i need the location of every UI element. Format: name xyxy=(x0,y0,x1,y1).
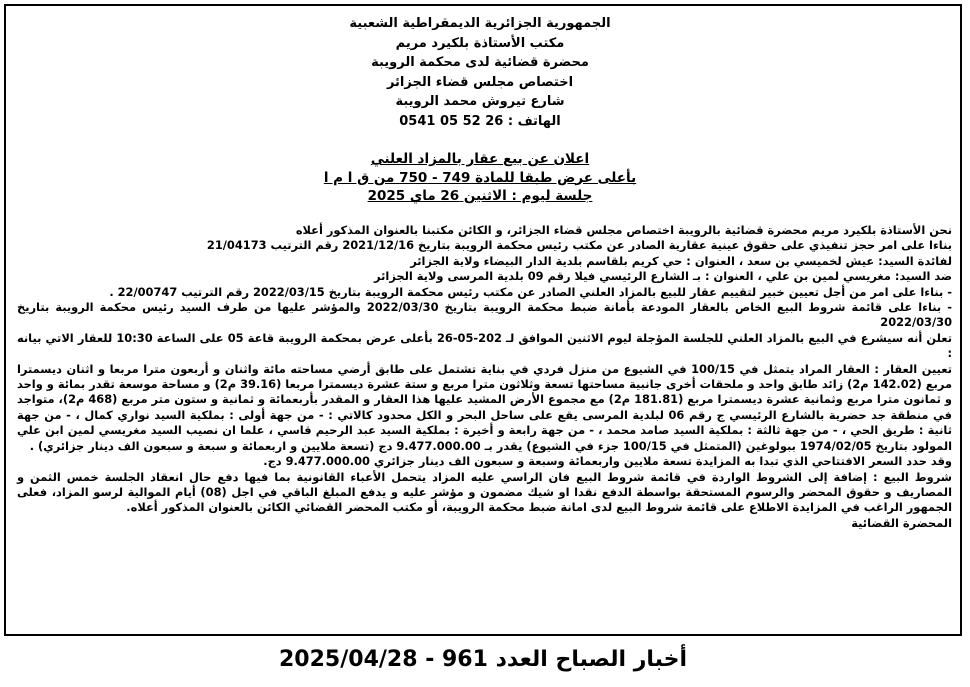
newspaper-footer: أخبار الصباح العدد 961 - 2025/04/28 xyxy=(279,646,687,672)
paragraph-debtor: ضد السيد: مغريسي لمين بن علي ، العنوان : بـ الشارع الرئيسي فيلا رقم 09 بلدية المرسى ولاية الجزائر xyxy=(374,269,952,284)
title-line-2: بأعلى عرض طبقا للمادة 749 - 750 من ق ا م ا xyxy=(323,169,637,186)
paragraph-auction-date: تعلن أنه سيشرع في البيع بالمزاد العلني للجلسة المؤجلة ليوم الاثنين الموافق لـ 202-05-26 بأعلى عرض بمحكمة الرويبة قاعة 05 على الساعة 10:30 للعقار الاتي بيانه : xyxy=(17,330,952,361)
header-line-5: شارع تيروش محمد الرويبة xyxy=(395,94,565,109)
signature: المحضرة القضائية xyxy=(851,515,952,530)
header-line-4: اختصاص مجلس قضاء الجزائر xyxy=(386,74,574,90)
paragraph-beneficiary: لفائدة السيد: عيش لخميسي بن سعد ، العنوان : حي كريم بلقاسم بلدية الدار البيضاء ولاية الجزائر xyxy=(410,253,952,268)
office-header xyxy=(200,14,760,131)
title-line-1: اعلان عن بيع عقار بالمزاد العلني xyxy=(370,151,590,167)
paragraph-opening-price: وقد حدد السعر الافتتاحي الذي تبدا به المزايدة تسعة ملايين واربعمائة وسبعة و سبعون الف دينار جزائري 9.477.000.00 دج. xyxy=(263,454,952,469)
announcement-title xyxy=(200,150,760,206)
paragraph-sale-terms: شروط البيع : إضافة إلى الشروط الواردة في قائمة شروط البيع فان الراسي عليه المزاد يتحمل الأعباء القانونية بما فيها دفع حال انعقاد الجلسة خمس الثمن و المصاريف و حقوق المحضر والرسوم المستحقة بواسطة الدفع نقدا او شيك مضمون و مؤشر عليه و يدفع المبلغ الباقي في اجل (08) أيام الموالية لرسو المزاد، فعلى الجمهور الراغب في المزايدة الاطلاع على قائمة شروط البيع لدى امانة ضبط محكمة الرويبة، أو مكتب المحضر القضائي الكائن بالعنوان المذكور أعلاه. xyxy=(17,469,952,515)
paragraph-intro: نحن الأستاذة بلكيرد مريم محضرة قضائية بالرويبة اختصاص مجلس قضاء الجزائر، و الكائن مكتبنا بالعنوان المذكور أعلاه xyxy=(295,223,952,237)
header-line-2: مكتب الأستاذة بلكيرد مريم xyxy=(395,35,565,51)
header-line-3: محضرة قضائية لدى محكمة الرويبة xyxy=(371,55,589,70)
paragraph-sale-conditions-list: - بناءا على قائمة شروط البيع الخاص بالعقار المودعة بأمانة ضبط محكمة الرويبة بتاريخ 2022/03/30 والمؤشر عليها من طرف السيد رئيس محكمة الرويبة بتاريخ 2022/03/30 xyxy=(17,300,952,330)
header-line-1: الجمهورية الجزائرية الديمقراطية الشعبية xyxy=(349,16,611,31)
paragraph-seizure-order: بناءا على امر حجز تنفيذي على حقوق عينية عقارية الصادر عن مكتب رئيس محكمة الرويبة بتاريخ 2021/12/16 رقم الترتيب 21/04173 xyxy=(206,238,952,253)
paragraph-expert-order: - بناءا على امر من أجل تعيين خبير لتقييم عقار للبيع بالمزاد العلني الصادر عن مكتب رئيس محكمة الرويبة بتاريخ 2022/03/15 رقم الترتيب 22/00747 . xyxy=(109,284,952,299)
paragraph-property-description: تعيين العقار : العقار المراد يتمثل في 100/15 في الشيوع من منزل فردي في بناية تشتمل على طابق أرضي مساحته مائة واثنان و أربعون مترا مربعا و اثنان ديسمترا مربع (142.02 م2) زائد طابق واحد و ملحقات أخرى جانبية مساحتها تسعة وثلاثون مترا مربع و ستة عشرة ديسمترا مربعا (39.16 م2) و مساحة موسعة تقدر بمائة و واحد و ثمانون مترا مربع وثمانية عشرة ديسمترا مربع (181.81 م2) مع مجموع الأرض المشيد عليها هذا العقار و المقدر بأربعمائة و ثمانية و ستون متر مربع (468 م2)، متواجد في منطقة جد حضرية بالشارع الرئيسي ج رقم 06 لبلدية المرسى يقع على ساحل البحر و الكل محدود كالاتي : - من جهة أولى : بملكية السيد نواري كمال ، - من جهة ثانية : طريق الحي ، - من جهة ثالثة : بملكية السيد صامد محمد ، - من جهة رابعة و أخيرة : بملكية السيد عبد الرحيم قاسي ، علما ان نصيب السيد مغريسي لمين ابن علي المولود بتاريخ 1974/02/05 ببولوغين (المتمثل في 100/15 جزء في الشيوع) يقدر بـ 9.477.000.00 دج (تسعة ملايين و اربعمائة و سبعة و سبعون الف دينار جزائري) . xyxy=(17,361,953,453)
title-line-3: جلسة ليوم : الاثنين 26 ماي 2025 xyxy=(367,188,593,204)
announcement-body xyxy=(17,223,952,531)
header-phone: الهاتف : 26 52 05 0541 xyxy=(399,113,561,129)
